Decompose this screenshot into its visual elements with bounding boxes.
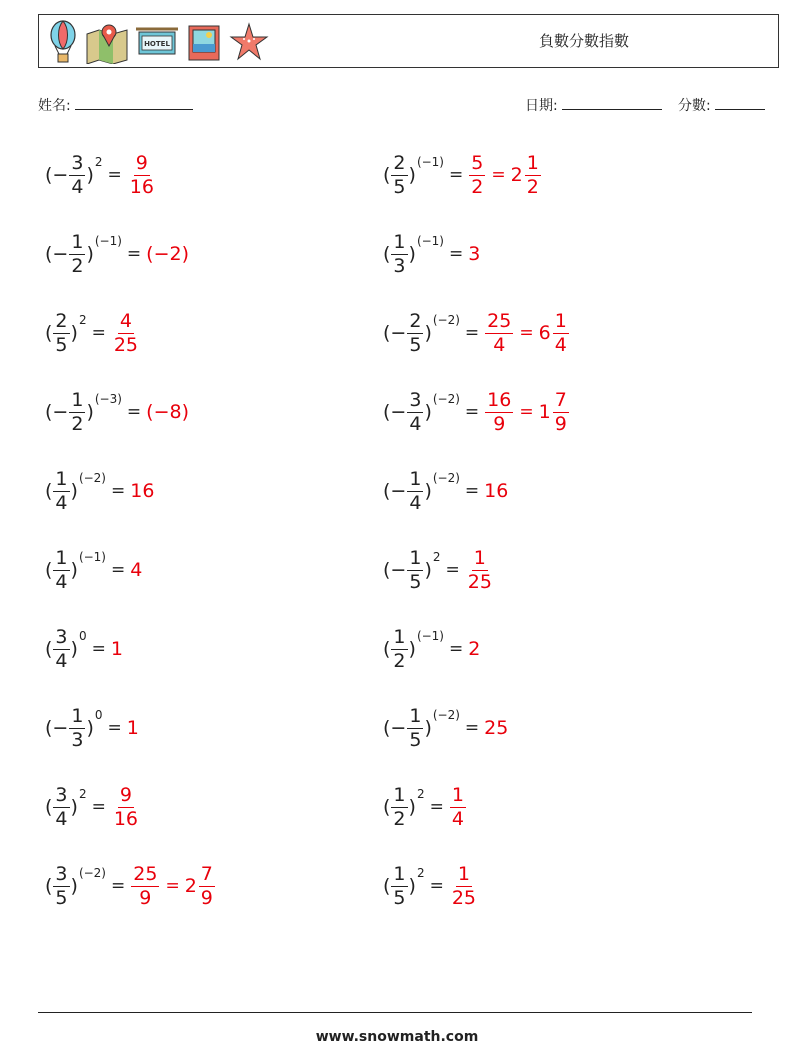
close-paren: ) — [424, 559, 432, 581]
denominator: 25 — [467, 570, 492, 593]
answer-value: 1 — [110, 638, 123, 660]
exponent: (−1) — [94, 234, 122, 248]
date-blank[interactable] — [562, 96, 662, 110]
denominator: 4 — [409, 412, 422, 435]
open-paren: (− — [45, 401, 69, 423]
denominator: 4 — [493, 333, 506, 356]
equals-sign: = — [111, 560, 126, 580]
denominator: 9 — [554, 412, 567, 435]
denominator: 9 — [139, 886, 152, 909]
close-paren: ) — [86, 164, 94, 186]
answer-fraction — [112, 783, 140, 830]
problem-item — [45, 777, 141, 837]
denominator: 5 — [393, 175, 406, 198]
answer-fraction — [131, 862, 159, 909]
base-fraction — [69, 230, 85, 277]
worksheet-title: 負數分數指數 — [539, 32, 630, 50]
answer-value: 4 — [130, 559, 143, 581]
problem-item — [45, 698, 139, 758]
numerator: 1 — [55, 546, 68, 569]
answer — [465, 546, 495, 593]
exponent: (−2) — [432, 392, 460, 406]
open-paren: ( — [45, 638, 53, 660]
numerator: 3 — [55, 862, 68, 885]
base-fraction — [407, 546, 423, 593]
problem-item — [45, 461, 154, 521]
exponent: 0 — [94, 708, 103, 722]
equals-sign: = — [464, 718, 480, 738]
name-field — [38, 95, 193, 115]
numerator: 1 — [393, 783, 406, 806]
problem-item — [383, 224, 480, 284]
close-paren: ) — [70, 875, 78, 897]
problem-item — [383, 619, 480, 679]
denominator: 2 — [393, 649, 406, 672]
map-icon — [85, 20, 129, 64]
open-paren: ( — [45, 559, 53, 581]
numerator: 16 — [487, 388, 512, 411]
equals-sign: = — [445, 560, 460, 580]
denominator: 5 — [409, 333, 422, 356]
problem-item — [45, 856, 216, 916]
problem-item — [383, 145, 542, 205]
numerator: 25 — [487, 309, 512, 332]
numerator: 1 — [409, 467, 422, 490]
numerator: 3 — [55, 625, 68, 648]
mixed-fraction — [525, 151, 541, 198]
answer-fraction — [469, 151, 485, 198]
denominator: 4 — [55, 807, 68, 830]
numerator: 2 — [393, 151, 406, 174]
numerator: 1 — [393, 230, 406, 253]
answer-value: 25 — [484, 717, 509, 739]
close-paren: ) — [408, 796, 416, 818]
base-fraction — [407, 388, 423, 435]
open-paren: (− — [45, 243, 69, 265]
exponent: (−1) — [416, 155, 444, 169]
denominator: 9 — [200, 886, 213, 909]
exponent: (−3) — [94, 392, 122, 406]
equals-sign: = — [429, 797, 444, 817]
close-paren: ) — [86, 717, 94, 739]
base-fraction — [407, 704, 423, 751]
numerator: 7 — [200, 862, 213, 885]
exponent: (−1) — [78, 550, 106, 564]
base-fraction — [69, 704, 85, 751]
denominator: 2 — [393, 807, 406, 830]
exponent: 2 — [416, 787, 425, 801]
answer-fraction — [485, 309, 513, 356]
base-fraction — [53, 309, 69, 356]
equals-sign: = — [126, 402, 142, 422]
denominator: 4 — [55, 491, 68, 514]
open-paren: (− — [45, 717, 69, 739]
numerator: 3 — [409, 388, 422, 411]
denominator: 4 — [451, 807, 464, 830]
equals-sign: = — [91, 323, 106, 343]
name-label: 姓名: — [38, 98, 71, 114]
numerator: 1 — [473, 546, 486, 569]
base-fraction — [53, 467, 69, 514]
base-fraction — [53, 862, 69, 909]
open-paren: (− — [383, 717, 407, 739]
close-paren: ) — [424, 480, 432, 502]
numerator: 1 — [393, 625, 406, 648]
problem-item — [383, 303, 570, 363]
numerator: 1 — [55, 467, 68, 490]
close-paren: ) — [70, 480, 78, 502]
equals-sign: = — [519, 323, 534, 343]
exponent: (−2) — [432, 471, 460, 485]
equals-sign: = — [165, 876, 180, 896]
exponent: 2 — [78, 787, 87, 801]
footer-url: www.snowmath.com — [315, 1029, 479, 1045]
problem-item — [383, 698, 508, 758]
answer-value: 16 — [130, 480, 155, 502]
open-paren: ( — [383, 796, 391, 818]
exponent: (−2) — [78, 866, 106, 880]
open-paren: ( — [383, 638, 391, 660]
exponent: (−2) — [432, 313, 460, 327]
footer-divider — [38, 1012, 752, 1013]
equals-sign: = — [429, 876, 444, 896]
denominator: 2 — [71, 412, 84, 435]
photo-frame-icon — [185, 20, 223, 64]
mixed-fraction — [553, 388, 569, 435]
exponent: (−1) — [416, 234, 444, 248]
open-paren: (− — [383, 401, 407, 423]
base-fraction — [407, 467, 423, 514]
base-fraction — [391, 783, 407, 830]
base-fraction — [69, 151, 85, 198]
exponent: 2 — [416, 866, 425, 880]
close-paren: ) — [408, 875, 416, 897]
answer — [484, 309, 570, 356]
equals-sign: = — [107, 718, 122, 738]
denominator: 4 — [71, 175, 84, 198]
equals-sign: = — [491, 165, 506, 185]
numerator: 9 — [135, 151, 148, 174]
numerator: 1 — [451, 783, 464, 806]
open-paren: ( — [45, 322, 53, 344]
answer — [449, 862, 479, 909]
open-paren: ( — [383, 164, 391, 186]
exponent: 2 — [94, 155, 103, 169]
numerator: 1 — [554, 309, 567, 332]
denominator: 4 — [55, 570, 68, 593]
mixed-whole: 2 — [510, 164, 523, 186]
base-fraction — [391, 625, 407, 672]
score-label: 分數: — [678, 98, 711, 114]
denominator: 25 — [113, 333, 139, 356]
answer — [127, 717, 139, 739]
answer-fraction — [466, 546, 494, 593]
mixed-whole: 2 — [184, 875, 197, 897]
starfish-icon — [229, 20, 269, 64]
hot-air-balloon-icon — [47, 20, 79, 64]
answer-value: (−8) — [146, 401, 190, 423]
answer — [468, 243, 480, 265]
close-paren: ) — [408, 243, 416, 265]
answer — [111, 638, 123, 660]
answer-fraction — [450, 783, 466, 830]
numerator: 9 — [119, 783, 132, 806]
answer — [130, 559, 142, 581]
answer-fraction — [450, 862, 478, 909]
close-paren: ) — [424, 401, 432, 423]
answer — [146, 243, 189, 265]
denominator: 9 — [493, 412, 506, 435]
close-paren: ) — [70, 559, 78, 581]
denominator: 3 — [71, 728, 84, 751]
numerator: 1 — [71, 704, 84, 727]
equals-sign: = — [449, 165, 464, 185]
problem-item — [383, 382, 570, 442]
answer — [111, 309, 141, 356]
equals-sign: = — [464, 481, 480, 501]
answer-fraction — [485, 388, 513, 435]
equals-sign: = — [111, 481, 126, 501]
numerator: 1 — [526, 151, 539, 174]
base-fraction — [53, 783, 69, 830]
mixed-fraction — [553, 309, 569, 356]
problem-item — [383, 777, 467, 837]
open-paren: (− — [45, 164, 69, 186]
base-fraction — [391, 862, 407, 909]
problem-item — [45, 619, 123, 679]
answer — [484, 717, 508, 739]
equals-sign: = — [126, 244, 142, 264]
close-paren: ) — [424, 322, 432, 344]
close-paren: ) — [70, 796, 78, 818]
base-fraction — [407, 309, 423, 356]
exponent: 0 — [78, 629, 87, 643]
problem-item — [383, 461, 508, 521]
numerator: 7 — [554, 388, 567, 411]
denominator: 4 — [55, 649, 68, 672]
open-paren: (− — [383, 322, 407, 344]
exponent: 2 — [432, 550, 441, 564]
close-paren: ) — [408, 638, 416, 660]
close-paren: ) — [424, 717, 432, 739]
base-fraction — [391, 151, 407, 198]
denominator: 5 — [55, 886, 68, 909]
name-blank[interactable] — [75, 96, 193, 110]
base-fraction — [53, 625, 69, 672]
open-paren: ( — [45, 480, 53, 502]
numerator: 1 — [409, 546, 422, 569]
answer — [130, 862, 216, 909]
date-label: 日期: — [525, 98, 558, 114]
denominator: 2 — [471, 175, 484, 198]
equals-sign: = — [519, 402, 534, 422]
problem-item — [45, 303, 141, 363]
denominator: 25 — [451, 886, 477, 909]
answer — [127, 151, 157, 198]
equals-sign: = — [449, 639, 464, 659]
answer — [130, 480, 154, 502]
problem-item — [45, 224, 189, 284]
equals-sign: = — [107, 165, 122, 185]
numerator: 5 — [471, 151, 484, 174]
close-paren: ) — [70, 322, 78, 344]
open-paren: (− — [383, 480, 407, 502]
denominator: 3 — [393, 254, 406, 277]
close-paren: ) — [86, 401, 94, 423]
answer-value: (−2) — [146, 243, 190, 265]
exponent: (−2) — [432, 708, 460, 722]
open-paren: ( — [45, 875, 53, 897]
base-fraction — [69, 388, 85, 435]
exponent: (−2) — [78, 471, 106, 485]
open-paren: ( — [383, 243, 391, 265]
denominator: 16 — [129, 175, 154, 198]
denominator: 5 — [55, 333, 68, 356]
denominator: 2 — [526, 175, 539, 198]
numerator: 3 — [55, 783, 68, 806]
problem-item — [383, 540, 495, 600]
close-paren: ) — [86, 243, 94, 265]
numerator: 25 — [133, 862, 158, 885]
numerator: 1 — [71, 230, 84, 253]
problem-item — [45, 145, 157, 205]
worksheet-header — [38, 14, 779, 68]
score-field — [678, 95, 765, 115]
mixed-whole: 6 — [538, 322, 551, 344]
mixed-fraction — [199, 862, 215, 909]
answer — [468, 151, 542, 198]
numerator: 1 — [71, 388, 84, 411]
base-fraction — [391, 230, 407, 277]
answer — [468, 638, 480, 660]
numerator: 1 — [409, 704, 422, 727]
denominator: 2 — [71, 254, 84, 277]
numerator: 4 — [119, 309, 132, 332]
problem-item — [383, 856, 479, 916]
denominator: 5 — [409, 570, 422, 593]
answer — [111, 783, 141, 830]
equals-sign: = — [464, 402, 480, 422]
equals-sign: = — [91, 639, 106, 659]
hotel-sign-icon — [135, 20, 179, 64]
numerator: 2 — [409, 309, 422, 332]
close-paren: ) — [408, 164, 416, 186]
date-field — [525, 95, 662, 115]
header-icons — [47, 20, 269, 64]
open-paren: ( — [45, 796, 53, 818]
equals-sign: = — [449, 244, 464, 264]
answer-value: 1 — [126, 717, 139, 739]
answer-fraction — [112, 309, 140, 356]
equals-sign: = — [111, 876, 126, 896]
problem-item — [45, 540, 142, 600]
answer — [484, 388, 570, 435]
answer-value: 3 — [468, 243, 481, 265]
denominator: 5 — [393, 886, 406, 909]
answer — [484, 480, 508, 502]
denominator: 5 — [409, 728, 422, 751]
mixed-whole: 1 — [538, 401, 551, 423]
open-paren: ( — [383, 875, 391, 897]
answer — [449, 783, 467, 830]
answer-value: 2 — [468, 638, 481, 660]
base-fraction — [53, 546, 69, 593]
open-paren: (− — [383, 559, 407, 581]
denominator: 16 — [113, 807, 139, 830]
equals-sign: = — [464, 323, 480, 343]
score-blank[interactable] — [715, 96, 765, 110]
answer-value: 16 — [484, 480, 509, 502]
hotel-sign-text: HOTEL — [144, 40, 170, 48]
numerator: 1 — [457, 862, 470, 885]
exponent: 2 — [78, 313, 87, 327]
exponent: (−1) — [416, 629, 444, 643]
numerator: 2 — [55, 309, 68, 332]
close-paren: ) — [70, 638, 78, 660]
answer-fraction — [128, 151, 156, 198]
answer — [146, 401, 189, 423]
problem-item — [45, 382, 189, 442]
numerator: 3 — [71, 151, 84, 174]
equals-sign: = — [91, 797, 106, 817]
denominator: 4 — [409, 491, 422, 514]
denominator: 4 — [554, 333, 567, 356]
numerator: 1 — [393, 862, 406, 885]
